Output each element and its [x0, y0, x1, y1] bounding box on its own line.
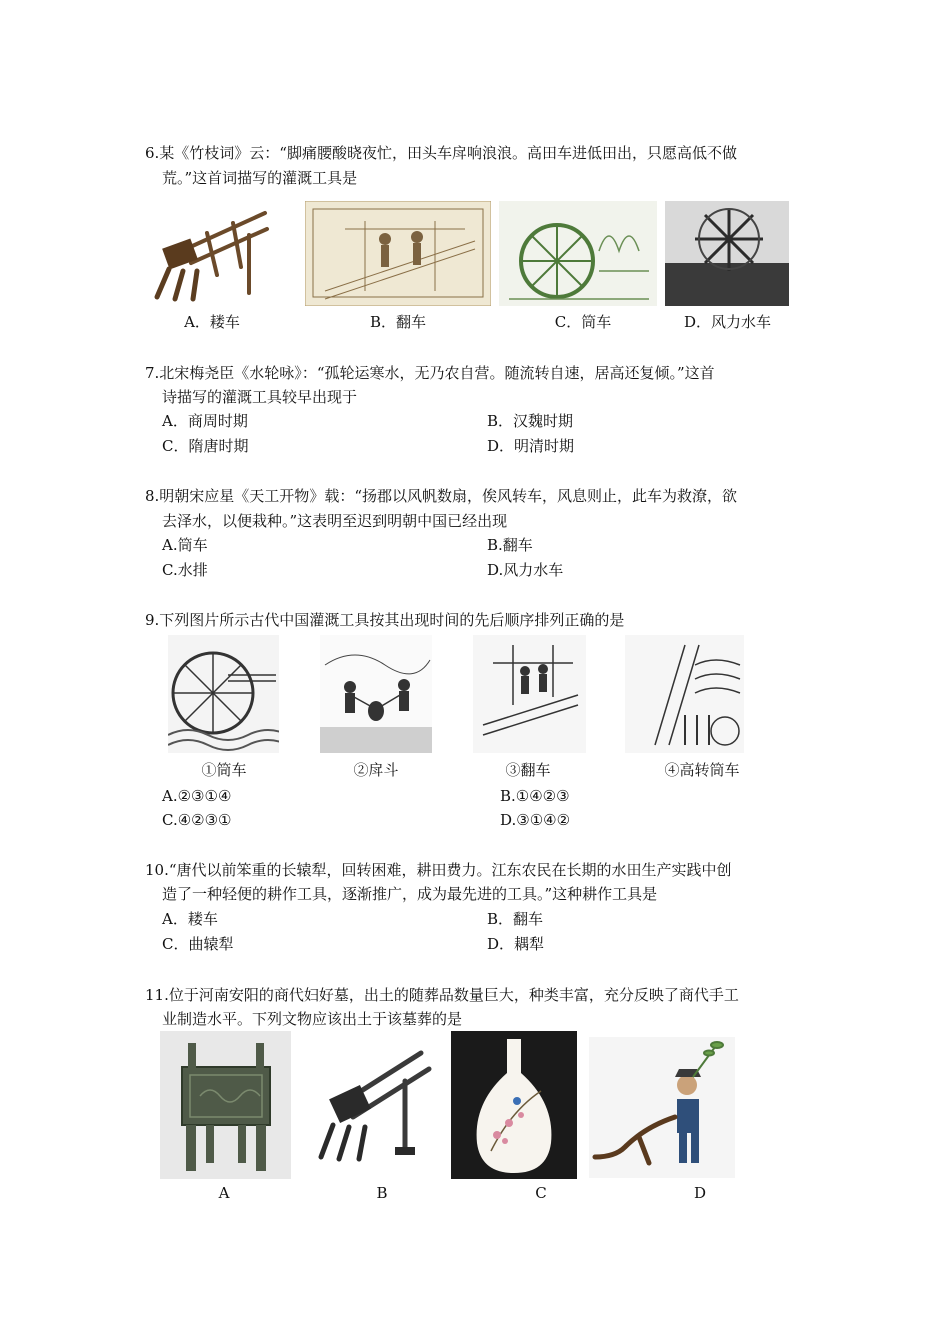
wind-waterwheel-photo — [665, 201, 789, 306]
q10-stem-line1: 10.“唐代以前笨重的长辕犁，回转困难，耕田费力。江东农民在长期的水田生产实践中创 — [145, 861, 732, 879]
q11-stem-line1: 11.位于河南安阳的商代妇好墓，出土的随葬品数量巨大，种类丰富，充分反映了商代手工 — [145, 986, 739, 1004]
porcelain-vase-photo — [451, 1031, 577, 1179]
q7-option-c: C．隋唐时期 — [162, 437, 249, 455]
q9-caption-3: ③翻车 — [505, 761, 551, 779]
q10-option-a: A．耧车 — [162, 910, 218, 928]
q6-stem-line1: 6.某《竹枝词》云：“脚痛腰酸晓夜忙，田头车戽响浪浪。高田车进低田出，只愿高低不做 — [145, 144, 737, 162]
q6-stem-line2: 荒。”这首词描写的灌溉工具是 — [162, 169, 358, 187]
q9-caption-4: ④高转筒车 — [664, 761, 740, 779]
q8-stem-line1: 8.明朝宋应星《天工开物》载：“扬郡以风帆数扇，俟风转车，风息则止，此车为救潦，欲 — [145, 487, 737, 505]
q11-caption-b: B — [376, 1184, 388, 1202]
q10-stem-line2: 造了一种轻便的耕作工具，逐渐推广，成为最先进的工具。”这种耕作工具是 — [162, 885, 658, 903]
q6-caption-c: C．筒车 — [554, 313, 612, 331]
q11-caption-d: D — [693, 1184, 707, 1202]
q9-stem-line1: 9.下列图片所示古代中国灌溉工具按其出现时间的先后顺序排列正确的是 — [145, 611, 625, 629]
seed-drill-grey-image — [309, 1045, 436, 1167]
q10-option-b: B．翻车 — [487, 910, 544, 928]
q8-option-c: C.水排 — [162, 561, 208, 579]
q9-option-b: B.①④②③ — [500, 787, 570, 805]
high-lift-tube-wheel-woodcut — [625, 635, 744, 753]
q7-option-a: A．商周时期 — [162, 412, 248, 430]
plowing-farmer-illustration — [589, 1037, 735, 1178]
seed-drill-image — [147, 205, 275, 305]
q9-caption-2: ②戽斗 — [353, 761, 399, 779]
bronze-ding-photo — [160, 1031, 291, 1179]
q6-caption-d: D．风力水车 — [683, 313, 772, 331]
q9-option-c: C.④②③① — [162, 811, 232, 829]
chain-pump-woodcut — [473, 635, 586, 753]
q11-caption-c: C — [535, 1184, 547, 1202]
waterwheel-woodcut — [499, 201, 657, 306]
tube-wheel-woodcut — [168, 635, 279, 753]
q7-stem-line2: 诗描写的灌溉工具较早出现于 — [162, 388, 358, 406]
q9-option-d: D.③①④② — [500, 811, 571, 829]
q10-option-d: D．耦犁 — [487, 935, 545, 953]
q8-option-a: A.筒车 — [162, 536, 208, 554]
square-pallet-chain-pump-woodcut — [305, 201, 491, 306]
q7-stem-line1: 7.北宋梅尧臣《水轮咏》：“孤轮运寒水，无乃农自营。随流转自速，居高还复倾。”这首 — [145, 364, 715, 382]
q6-caption-a: A．耧车 — [184, 313, 240, 331]
q10-option-c: C．曲辕犁 — [162, 935, 234, 953]
q8-option-b: B.翻车 — [487, 536, 533, 554]
q11-stem-line2: 业制造水平。下列文物应该出土于该墓葬的是 — [162, 1010, 463, 1028]
q8-option-d: D.风力水车 — [487, 561, 564, 579]
q9-option-a: A.②③①④ — [162, 787, 232, 805]
q7-option-b: B．汉魏时期 — [487, 412, 574, 430]
q6-caption-b: B．翻车 — [369, 313, 427, 331]
q7-option-d: D．明清时期 — [487, 437, 575, 455]
q11-caption-a: A — [218, 1184, 230, 1202]
q9-caption-1: ①筒车 — [201, 761, 247, 779]
q8-stem-line2: 去泽水，以便栽种。”这表明至迟到明朝中国已经出现 — [162, 512, 508, 530]
swing-bucket-woodcut — [320, 635, 432, 753]
